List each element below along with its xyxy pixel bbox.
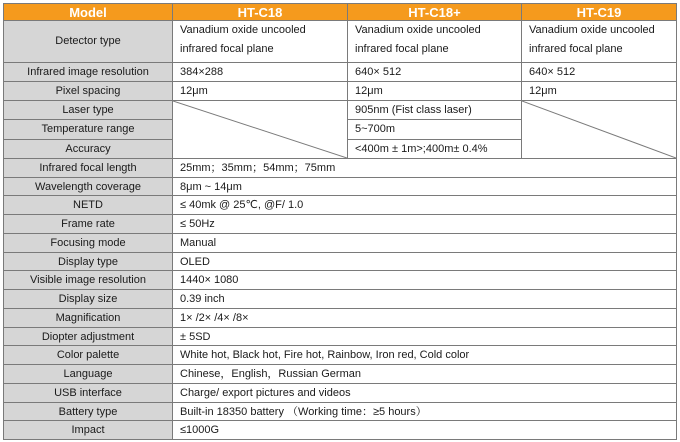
label-spec-row: Frame rate [3, 215, 173, 234]
label-detector-type: Detector type [3, 21, 173, 63]
value-spec-row: OLED [173, 253, 677, 271]
value-spec-row: 1× /2× /4× /8× [173, 309, 677, 328]
value-spec-row: ≤ 50Hz [173, 215, 677, 234]
label-spec-row: Impact [3, 421, 173, 440]
detector-c18plus-line1: Vanadium oxide uncooled [355, 24, 481, 36]
temp-c18plus: 5~700m [348, 120, 522, 140]
label-spec-row: Language [3, 365, 173, 384]
detector-c19-line2: infrared focal plane [529, 43, 623, 55]
resolution-c18: 384×288 [173, 63, 348, 82]
pixel-c19: 12μm [522, 82, 677, 101]
laser-c18-empty [173, 101, 348, 159]
header-ht-c18plus: HT-C18+ [348, 3, 522, 21]
label-spec-row: Wavelength coverage [3, 178, 173, 196]
detector-c18plus [348, 21, 522, 63]
detector-c18-line1: Vanadium oxide uncooled [180, 24, 306, 36]
label-accuracy: Accuracy [3, 140, 173, 159]
label-spec-row: Display type [3, 253, 173, 271]
pixel-c18: 12μm [173, 82, 348, 101]
label-spec-row: Magnification [3, 309, 173, 328]
value-spec-row: White hot, Black hot, Fire hot, Rainbow, Iron red, Cold color [173, 346, 677, 365]
label-laser-type: Laser type [3, 101, 173, 120]
label-spec-row: Infrared focal length [3, 159, 173, 178]
value-spec-row: 0.39 inch [173, 290, 677, 309]
label-spec-row: USB interface [3, 384, 173, 403]
value-spec-row: Manual [173, 234, 677, 253]
value-spec-row: ≤1000G [173, 421, 677, 440]
accuracy-c18plus: <400m ± 1m>;400m± 0.4% [348, 140, 522, 159]
value-spec-row: ± 5SD [173, 328, 677, 346]
header-model: Model [3, 3, 173, 21]
diagonal-slash-c18 [173, 101, 348, 159]
label-spec-row: Battery type [3, 403, 173, 421]
value-spec-row: 8μm ~ 14μm [173, 178, 677, 196]
value-spec-row: 25mm；35mm；54mm；75mm [173, 159, 677, 178]
label-spec-row: Focusing mode [3, 234, 173, 253]
pixel-c18plus: 12μm [348, 82, 522, 101]
detector-c18 [173, 21, 348, 63]
header-ht-c18: HT-C18 [173, 3, 348, 21]
value-spec-row: Chinese，English，Russian German [173, 365, 677, 384]
label-ir-resolution: Infrared image resolution [3, 63, 173, 82]
value-spec-row: ≤ 40mk @ 25℃, @F/ 1.0 [173, 196, 677, 215]
label-pixel-spacing: Pixel spacing [3, 82, 173, 101]
detector-c18-line2: infrared focal plane [180, 43, 274, 55]
detector-c19-line1: Vanadium oxide uncooled [529, 24, 655, 36]
resolution-c18plus: 640× 512 [348, 63, 522, 82]
label-spec-row: Display size [3, 290, 173, 309]
label-temperature-range: Temperature range [3, 120, 173, 140]
label-spec-row: NETD [3, 196, 173, 215]
label-spec-row: Color palette [3, 346, 173, 365]
label-spec-row: Visible image resolution [3, 271, 173, 290]
laser-c18plus: 905nm (Fist class laser) [348, 101, 522, 120]
value-spec-row: Charge/ export pictures and videos [173, 384, 677, 403]
header-ht-c19: HT-C19 [522, 3, 677, 21]
value-spec-row: 1440× 1080 [173, 271, 677, 290]
resolution-c19: 640× 512 [522, 63, 677, 82]
spec-table [3, 3, 677, 440]
label-spec-row: Diopter adjustment [3, 328, 173, 346]
diagonal-slash-c19 [522, 101, 677, 159]
detector-c19 [522, 21, 677, 63]
detector-c18plus-line2: infrared focal plane [355, 43, 449, 55]
laser-c19-empty [522, 101, 677, 159]
value-spec-row: Built-in 18350 battery （Working time：≥5 hours） [173, 403, 677, 421]
